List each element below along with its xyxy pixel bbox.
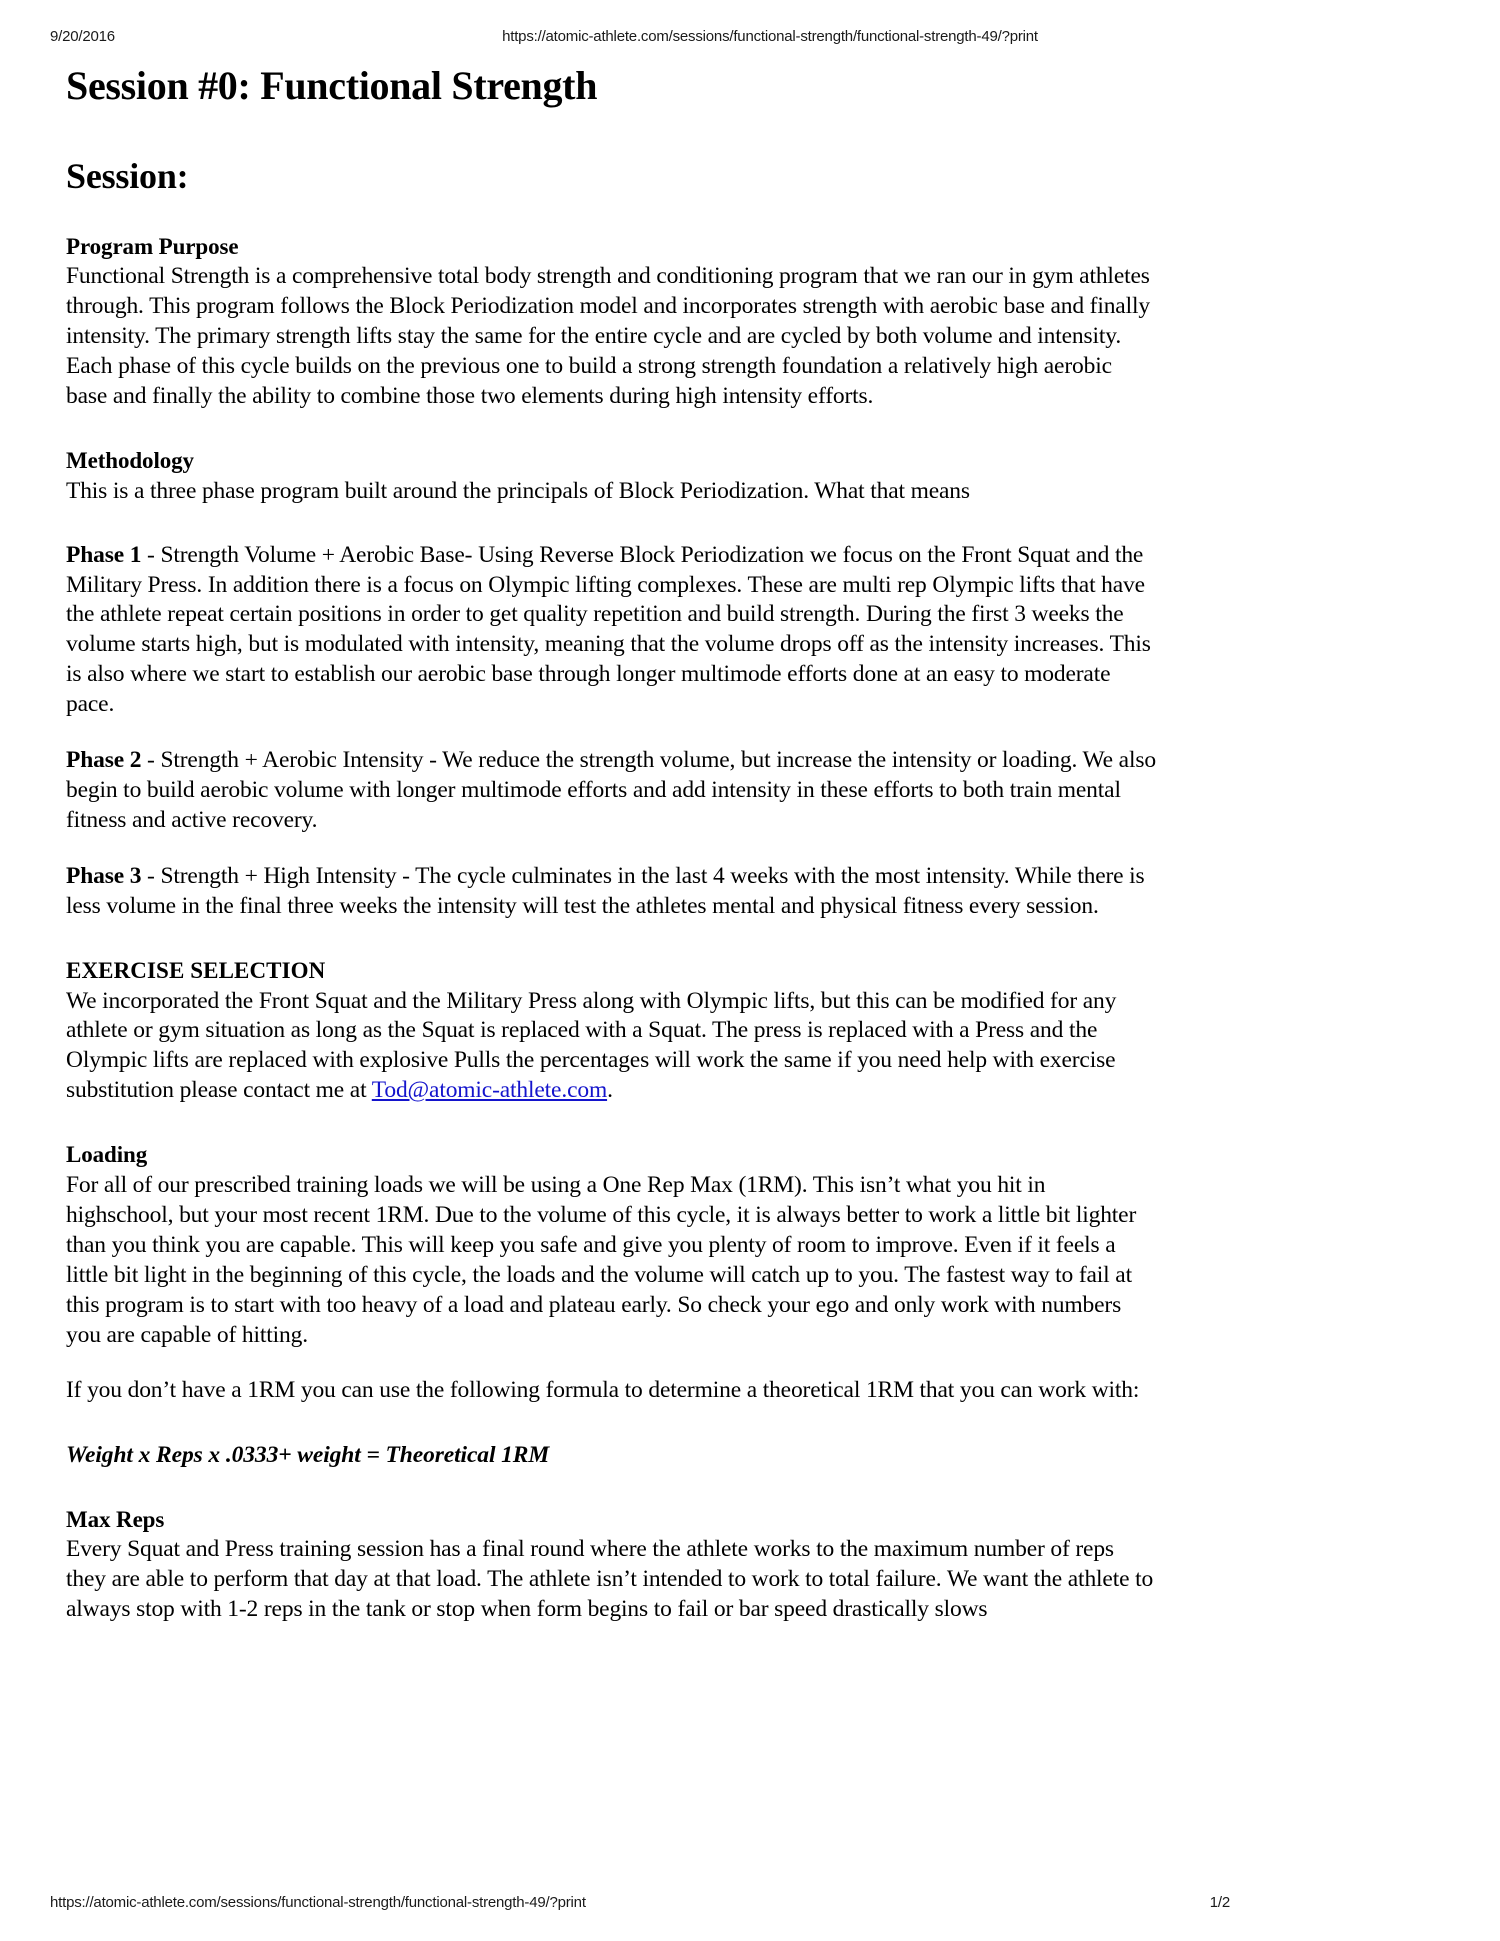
phase-2-label: Phase 2: [66, 747, 142, 774]
paragraph-max-reps: Every Squat and Press training session has a final round where the athlete works to the maximum number of reps they are able to perform that day at that load. The athlete isn’t intended to work to total failure. We want the athlete to always stop with 1-2 reps in the tank or stop when form begins to fail or bar speed drastically slows: [66, 1535, 1154, 1622]
phase-3-label: Phase 3: [66, 863, 142, 890]
print-header-url: https://atomic-athlete.com/sessions/functional-strength/functional-strength-49/?print: [502, 28, 1038, 45]
section-max-reps: [66, 1505, 1156, 1625]
paragraph-phase-3: [66, 862, 1156, 922]
paragraph-program-purpose: Functional Strength is a comprehensive total body strength and conditioning program that we ran our in gym athletes through. This program follows the Block Periodization model and incorporates strength with aerobic base and finally intensity. The primary strength lifts stay the same for the entire cycle and are cycled by both volume and intensity. Each phase of this cycle builds on the previous one to build a strong strength foundation a relatively high aerobic base and finally the ability to combine those two elements during high intensity efforts.: [66, 263, 1150, 410]
heading-exercise-selection: EXERCISE SELECTION: [66, 958, 326, 984]
section-methodology: [66, 446, 1156, 506]
section-phases: [66, 541, 1156, 922]
exercise-selection-text-before-link: We incorporated the Front Squat and the Military Press along with Olympic lifts, but this can be modified for any athlete or gym situation as long as the Squat is replaced with a Squat. The press is replaced with a Press and the Olympic lifts are replaced with explosive Pulls the percentages will work the same if you need help with exercise substitution please contact me at: [66, 987, 1117, 1104]
section-program-purpose: [66, 232, 1156, 412]
phase-1-text: - Strength Volume + Aerobic Base- Using Reverse Block Periodization we focus on the Front Squat and the Military Press. In addition there is a focus on Olympic lifting complexes. These are multi rep Olympic lifts that have the athlete repeat certain positions in order to get quality repetition and build strength. During the first 3 weeks the volume starts high, but is modulated with intensity, meaning that the volume drops off as the intensity increases. This is also where we start to establish our aerobic base through longer multimode efforts done at an easy to moderate pace.: [66, 541, 1151, 718]
paragraph-loading-1: For all of our prescribed training loads we will be using a One Rep Max (1RM). This isn’t what you hit in highschool, but your most recent 1RM. Due to the volume of this cycle, it is always better to work a little bit lighter than you think you are capable. This will keep you safe and give you plenty of room to improve. Even if it feels a little bit light in the beginning of this cycle, the loads and the volume will catch up to you. The fastest way to fail at this program is to start with too heavy of a load and plateau early. So check your ego and only work with numbers you are capable of hitting.: [66, 1171, 1137, 1348]
print-footer: [50, 1894, 1230, 1911]
print-footer-page-number: 1/2: [1209, 1894, 1230, 1911]
section-exercise-selection: [66, 956, 1156, 1106]
heading-methodology: Methodology: [66, 448, 194, 474]
phase-3-text: - Strength + High Intensity - The cycle culminates in the last 4 weeks with the most intensity. While there is less volume in the final three weeks the intensity will test the athletes mental and physical fitness every session.: [66, 863, 1145, 920]
paragraph-exercise-selection: [66, 987, 1156, 1107]
paragraph-methodology: This is a three phase program built around the principals of Block Periodization. What that means: [66, 477, 970, 504]
section-heading-session: Session:: [66, 155, 189, 196]
heading-max-reps: Max Reps: [66, 1506, 165, 1532]
print-footer-url: https://atomic-athlete.com/sessions/functional-strength/functional-strength-49/?print: [50, 1894, 586, 1911]
section-formula: [66, 1440, 1156, 1470]
exercise-selection-text-after-link: .: [607, 1077, 613, 1104]
heading-loading: Loading: [66, 1142, 148, 1168]
print-header-date: 9/20/2016: [50, 28, 115, 45]
document-body: [66, 62, 1156, 1625]
paragraph-phase-1: [66, 541, 1156, 721]
print-header: [50, 28, 1230, 45]
formula-theoretical-1rm: Weight x Reps x .0333+ weight = Theoretical 1RM: [66, 1442, 550, 1469]
paragraph-loading-2: If you don’t have a 1RM you can use the following formula to determine a theoretical 1RM that you can work with:: [66, 1377, 1140, 1404]
heading-program-purpose: Program Purpose: [66, 233, 239, 259]
phase-2-text: - Strength + Aerobic Intensity - We reduce the strength volume, but increase the intensity or loading. We also begin to build aerobic volume with longer multimode efforts and add intensity in these efforts to both train mental fitness and active recovery.: [66, 747, 1156, 834]
phase-1-label: Phase 1: [66, 541, 142, 568]
page-title: Session #0: Functional Strength: [66, 63, 598, 108]
section-loading: [66, 1140, 1156, 1406]
email-link[interactable]: Tod@atomic-athlete.com: [371, 1077, 608, 1104]
paragraph-phase-2: [66, 746, 1156, 836]
